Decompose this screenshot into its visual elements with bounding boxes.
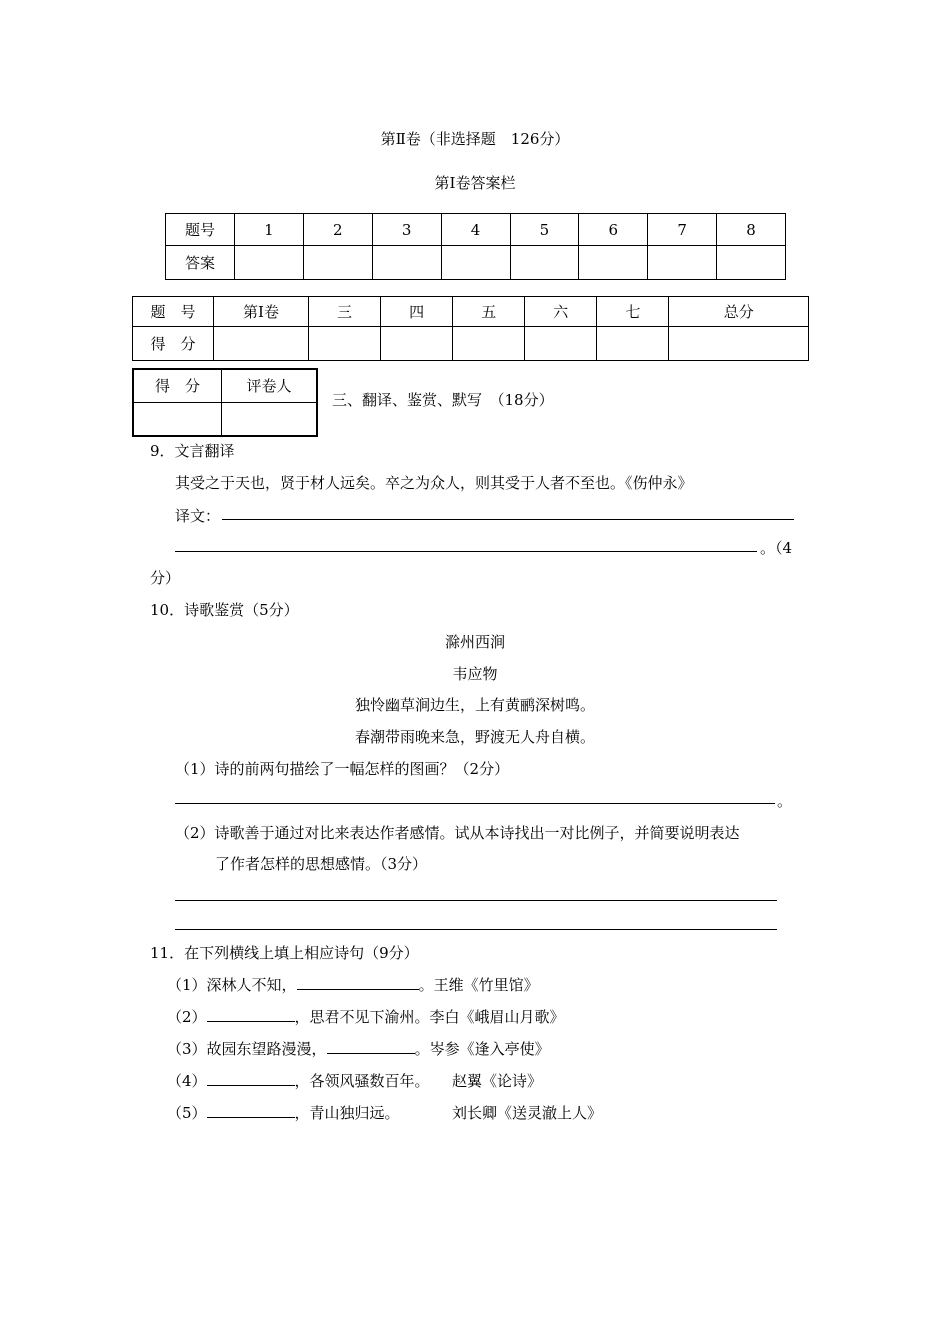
q11-item-number: （4） (167, 1072, 207, 1090)
question-number: 5 (510, 214, 579, 246)
q11-item-suffix: ，各领风骚数百年。 赵翼《论诗》 (294, 1072, 543, 1090)
q10-sub2-answer-line[interactable] (175, 900, 777, 901)
answer-table-label-number: 题号 (166, 214, 235, 246)
q11-blank[interactable] (297, 975, 419, 990)
q11-heading: 11．在下列横线上填上相应诗句（9分） (150, 944, 419, 962)
answer-cell[interactable] (579, 246, 648, 280)
page-title: 第Ⅱ卷（非选择题 126分） (380, 130, 570, 148)
poem-line: 春潮带雨晚来急，野渡无人舟自横。 (354, 728, 595, 746)
q11-item-prefix: 故园东望路漫漫， (206, 1040, 327, 1058)
grader-box-score-label: 得 分 (133, 369, 222, 402)
grader-box-grader-label: 评卷人 (222, 369, 318, 402)
answer-cell[interactable] (717, 246, 786, 280)
score-table-label-number: 题 号 (133, 297, 214, 327)
score-cell[interactable] (214, 327, 309, 361)
answer-cell[interactable] (648, 246, 717, 280)
answer-cell[interactable] (372, 246, 441, 280)
grader-score-cell[interactable] (133, 402, 222, 436)
q9-answer-line[interactable] (222, 519, 794, 520)
q11-blank[interactable] (207, 1071, 295, 1086)
q11-blank[interactable] (327, 1039, 415, 1054)
q11-item-number: （5） (167, 1104, 207, 1122)
q9-text: 其受之于天也，贤于材人远矣。卒之为众人，则其受于人者不至也。《伤仲永》 (175, 474, 693, 492)
question-number: 6 (579, 214, 648, 246)
q11-item (167, 1006, 565, 1027)
q11-item (167, 1102, 602, 1123)
q11-item (167, 974, 539, 995)
answer-table (165, 213, 786, 280)
question-number: 8 (717, 214, 786, 246)
q9-answer-line[interactable] (175, 551, 757, 552)
score-cell[interactable] (381, 327, 453, 361)
poem-author: 韦应物 (452, 665, 498, 683)
score-column-header: 六 (525, 297, 597, 327)
answer-cell[interactable] (303, 246, 372, 280)
q10-heading: 10．诗歌鉴赏（5分） (150, 601, 299, 619)
q9-heading: 9．文言翻译 (150, 442, 235, 460)
q10-sub2-answer-line[interactable] (175, 929, 777, 930)
q11-item-suffix: ，思君不见下渝州。李白《峨眉山月歌》 (294, 1008, 565, 1026)
q11-item-number: （2） (167, 1008, 207, 1026)
score-cell[interactable] (309, 327, 381, 361)
q11-item-number: （1） (167, 976, 207, 994)
question-number: 2 (303, 214, 372, 246)
q10-sub1-answer-line[interactable] (175, 803, 775, 804)
score-cell[interactable] (525, 327, 597, 361)
score-column-header: 四 (381, 297, 453, 327)
q9-end-mark: 。（4 (760, 539, 793, 557)
answer-section-title: 第Ⅰ卷答案栏 (434, 174, 516, 192)
q11-item-suffix: 。岑参《逢入亭使》 (414, 1040, 550, 1058)
answer-cell[interactable] (235, 246, 304, 280)
score-cell[interactable] (669, 327, 809, 361)
q11-blank[interactable] (207, 1103, 295, 1118)
answer-table-label-answer: 答案 (166, 246, 235, 280)
score-column-header: 第Ⅰ卷 (214, 297, 309, 327)
poem-title: 滁州西涧 (444, 633, 505, 651)
q10-sub1-end: 。 (777, 792, 793, 810)
grader-name-cell[interactable] (222, 402, 318, 436)
score-column-header: 三 (309, 297, 381, 327)
score-column-header: 总分 (669, 297, 809, 327)
score-cell[interactable] (597, 327, 669, 361)
score-cell[interactable] (453, 327, 525, 361)
q11-blank[interactable] (207, 1007, 295, 1022)
poem-line: 独怜幽草涧边生，上有黄鹂深树鸣。 (354, 696, 595, 714)
answer-cell[interactable] (441, 246, 510, 280)
q9-translation-label: 译文： (175, 507, 221, 525)
score-column-header: 五 (453, 297, 525, 327)
question-number: 4 (441, 214, 510, 246)
q11-item (167, 1070, 542, 1091)
question-number: 3 (372, 214, 441, 246)
q10-sub2-line2: 了作者怎样的思想感情。（3分） (215, 855, 428, 873)
q10-sub2-line1: （2）诗歌善于通过对比来表达作者感情。试从本诗找出一对比例子，并简要说明表达 (175, 824, 740, 842)
question-number: 7 (648, 214, 717, 246)
score-column-header: 七 (597, 297, 669, 327)
q11-item-prefix: 深林人不知， (206, 976, 297, 994)
section-heading: 三、翻译、鉴赏、默写 （18分） (332, 391, 554, 409)
grader-box (132, 368, 318, 437)
answer-cell[interactable] (510, 246, 579, 280)
q11-item-suffix: 。王维《竹里馆》 (418, 976, 539, 994)
q11-item (167, 1038, 550, 1059)
q9-points: 分） (150, 569, 181, 587)
q11-item-suffix: ，青山独归远。 刘长卿《送灵澈上人》 (294, 1104, 603, 1122)
score-table-label-score: 得 分 (133, 327, 214, 361)
question-number: 1 (235, 214, 304, 246)
q11-item-number: （3） (167, 1040, 207, 1058)
q10-sub1: （1）诗的前两句描绘了一幅怎样的图画？（2分） (175, 760, 510, 778)
score-table (132, 296, 809, 361)
